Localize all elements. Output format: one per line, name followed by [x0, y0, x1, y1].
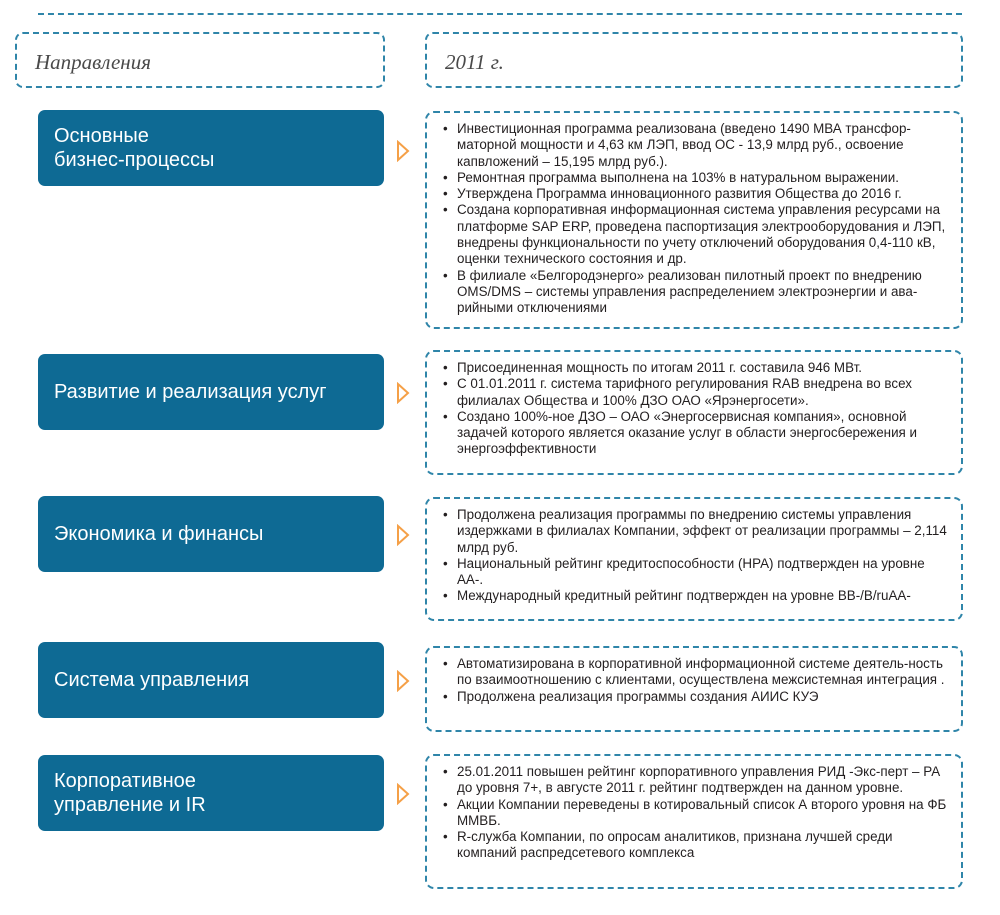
category-label: Корпоративное управление и IR — [54, 770, 206, 816]
header-directions — [15, 32, 385, 88]
list-item: • 25.01.2011 повышен рейтинг корпоративного управления РИД -Экс-перт – РА до уровня 7+, в августе 2011 г. рейтинг подтвержден на данном уровне. — [437, 764, 947, 797]
list-item: • Создано 100%-ное ДЗО – ОАО «Энергосервисная компания», основной задачей которого является оказание услуг в области энергосбережения и энергоэффективности — [437, 409, 947, 458]
category-corporate-governance — [38, 755, 384, 831]
arrow-right-outline-icon — [396, 524, 410, 546]
list-item: • Инвестиционная программа реализована (введено 1490 МВА трансфор-маторной мощности и 4,63 км ЛЭП, ввод ОС - 13,9 млрд руб., освоение капвложений – 15,195 млрд руб.). — [437, 121, 947, 170]
category-label: Основные бизнес-процессы — [54, 125, 215, 171]
list-item: • Международный кредитный рейтинг подтвержден на уровне BB-/B/ruAA- — [437, 588, 947, 604]
list-item: • Продолжена реализация программы создания АИИС КУЭ — [437, 689, 947, 705]
details-management-system — [425, 646, 963, 732]
list-item: • В филиале «Белгородэнерго» реализован пилотный проект по внедрению OMS/DMS – системы управления распределением электроэнергии и ава-рийными отключениями — [437, 268, 947, 317]
list-item: • Национальный рейтинг кредитоспособности (НРА) подтвержден на уровне АА-. — [437, 556, 947, 589]
details-services — [425, 350, 963, 475]
category-label: Система управления — [54, 669, 250, 691]
list-item: • Создана корпоративная информационная система управления ресурсами на платформе SAP ERP, проведена паспортизация электрооборудования и ЛЭП, внедрены функциональности по учету отключений оборудования 0,4-110 кВ, оценки технического состояния и др. — [437, 202, 947, 267]
arrow-right-outline-icon — [396, 783, 410, 805]
header-directions-label: Направления — [35, 50, 151, 74]
arrow-right-outline-icon — [396, 670, 410, 692]
details-economics-finance — [425, 497, 963, 621]
list-item: • R-служба Компании, по опросам аналитиков, признана лучшей среди компаний распредсетевого комплекса — [437, 829, 947, 862]
category-services — [38, 354, 384, 430]
list-item: • Утверждена Программа инновационного развития Общества до 2016 г. — [437, 186, 947, 202]
details-core-business — [425, 111, 963, 329]
category-core-business — [38, 110, 384, 186]
header-year — [425, 32, 963, 88]
top-dashed-divider — [38, 13, 962, 15]
arrow-right-outline-icon — [396, 382, 410, 404]
category-label: Экономика и финансы — [54, 523, 264, 545]
list-item: • Присоединенная мощность по итогам 2011 г. составила 946 МВт. — [437, 360, 947, 376]
list-item: • Ремонтная программа выполнена на 103% в натуральном выражении. — [437, 170, 947, 186]
list-item: • Акции Компании переведены в котировальный список А второго уровня на ФБ ММВБ. — [437, 797, 947, 830]
details-corporate-governance — [425, 754, 963, 889]
list-item: • С 01.01.2011 г. система тарифного регулирования RAB внедрена во всех филиалах Общества и 100% ДЗО ОАО «Ярэнергосети». — [437, 376, 947, 409]
list-item: • Автоматизирована в корпоративной информационной системе деятель-ность по взаимоотношению с клиентами, осуществлена межсистемная интеграция . — [437, 656, 947, 689]
category-economics-finance — [38, 496, 384, 572]
category-label: Развитие и реализация услуг — [54, 381, 327, 403]
header-year-label: 2011 г. — [445, 50, 504, 74]
list-item: • Продолжена реализация программы по внедрению системы управления издержками в филиалах Компании, эффект от реализации программы – 2,114 млрд руб. — [437, 507, 947, 556]
category-management-system — [38, 642, 384, 718]
arrow-right-outline-icon — [396, 140, 410, 162]
